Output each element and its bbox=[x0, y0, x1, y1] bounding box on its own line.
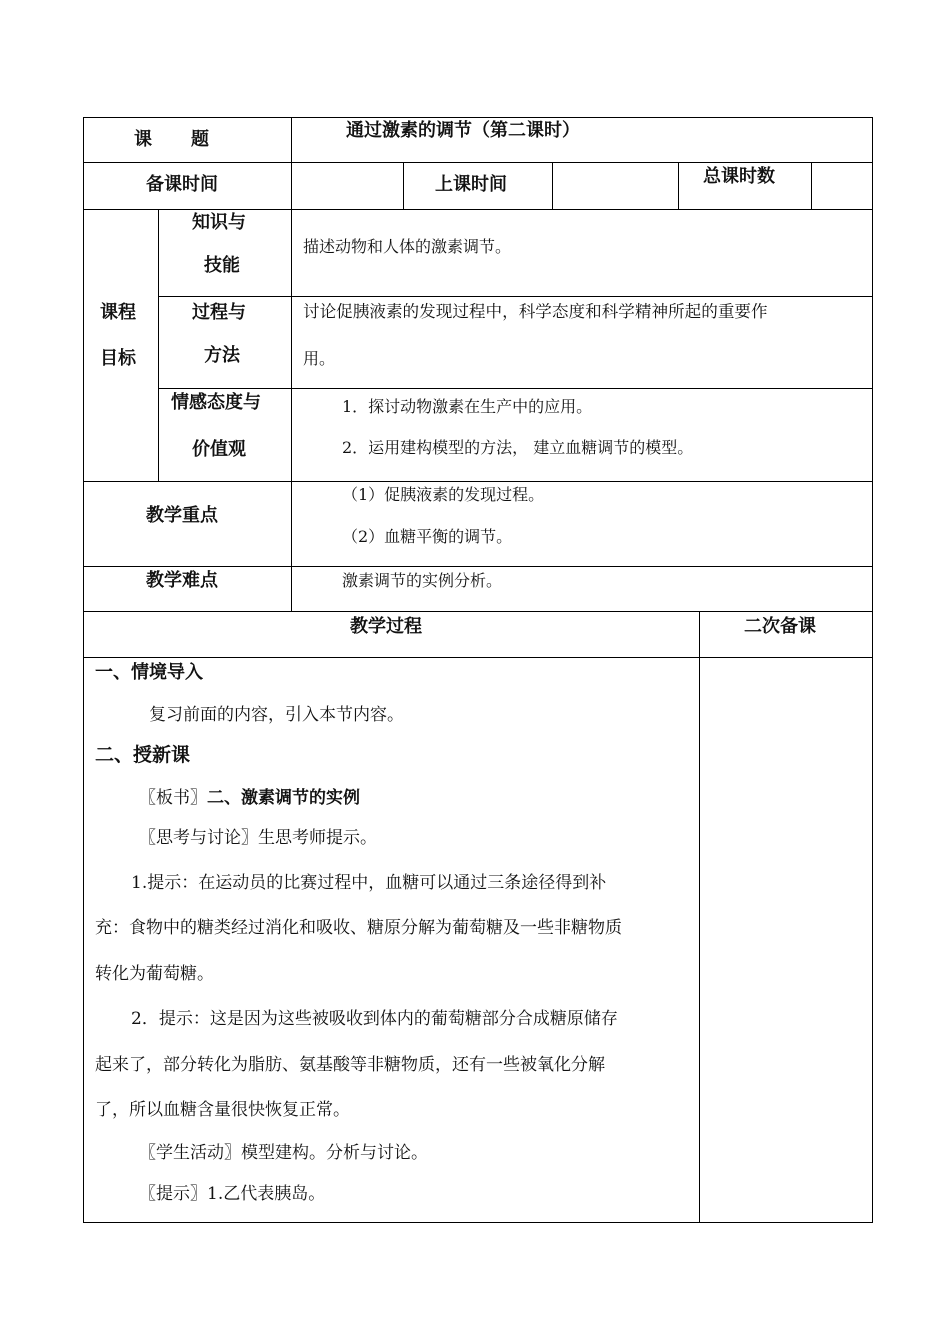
section-heading-new-lesson: 二、授新课 bbox=[95, 744, 191, 766]
prep-time-label: 备课时间 bbox=[146, 174, 218, 195]
row-divider bbox=[83, 162, 873, 163]
board-prefix: 〖板书〗 bbox=[139, 788, 207, 808]
row-divider bbox=[83, 209, 873, 210]
key-points-label: 教学重点 bbox=[146, 505, 218, 526]
attitude-content-line2: 2．运用建构模型的方法， 建立血糖调节的模型。 bbox=[342, 438, 694, 457]
student-activity-line: 〖学生活动〗模型建构。分析与讨论。 bbox=[139, 1143, 428, 1163]
objectives-label-line1: 课程 bbox=[100, 302, 136, 323]
row-divider bbox=[158, 296, 873, 297]
hint-line: 〖提示〗1.乙代表胰岛。 bbox=[139, 1184, 326, 1204]
knowledge-label-line2: 技能 bbox=[204, 255, 240, 276]
think-discuss-line: 〖思考与讨论〗生思考师提示。 bbox=[139, 828, 377, 848]
col-divider bbox=[291, 117, 292, 612]
key-point-1: （1）促胰液素的发现过程。 bbox=[342, 485, 545, 504]
table-border-top bbox=[83, 117, 873, 118]
table-border-bottom bbox=[83, 1222, 873, 1223]
table-border-left bbox=[83, 117, 84, 1223]
key-point-2: （2）血糖平衡的调节。 bbox=[342, 527, 513, 546]
col-divider bbox=[699, 611, 700, 1223]
section-heading-intro: 一、情境导入 bbox=[95, 662, 203, 683]
topic-value: 通过激素的调节（第二课时） bbox=[346, 120, 580, 141]
col-divider bbox=[552, 162, 553, 210]
knowledge-content: 描述动物和人体的激素调节。 bbox=[303, 237, 512, 256]
col-divider bbox=[158, 209, 159, 482]
row-divider bbox=[158, 388, 873, 389]
table-border-right bbox=[872, 117, 873, 1223]
attitude-label-line1: 情感态度与 bbox=[171, 392, 261, 413]
process-content-line1: 讨论促胰液素的发现过程中，科学态度和科学精神所起的重要作 bbox=[303, 302, 768, 321]
item1-line3: 转化为葡萄糖。 bbox=[95, 964, 214, 984]
row-divider bbox=[83, 657, 873, 658]
item1-line1: 1.提示：在运动员的比赛过程中，血糖可以通过三条途径得到补 bbox=[131, 873, 607, 893]
class-time-label: 上课时间 bbox=[435, 174, 507, 195]
item1-line2: 充：食物中的糖类经过消化和吸收、糖原分解为葡萄糖及一些非糖物质 bbox=[95, 918, 622, 938]
process-label-line2: 方法 bbox=[204, 345, 240, 366]
second-prep-label: 二次备课 bbox=[744, 616, 816, 637]
col-divider bbox=[678, 162, 679, 210]
col-divider bbox=[811, 162, 812, 210]
total-hours-label: 总课时数 bbox=[703, 166, 775, 187]
process-label-line1: 过程与 bbox=[192, 302, 246, 323]
item2-line3: 了，所以血糖含量很快恢复正常。 bbox=[95, 1100, 350, 1120]
item2-line2: 起来了，部分转化为脂肪、氨基酸等非糖物质，还有一些被氧化分解 bbox=[95, 1055, 605, 1075]
difficulties-content: 激素调节的实例分析。 bbox=[342, 571, 503, 590]
board-line bbox=[139, 790, 360, 807]
intro-text: 复习前面的内容，引入本节内容。 bbox=[149, 705, 404, 725]
board-title: 二、激素调节的实例 bbox=[207, 788, 360, 808]
item2-line1: 2．提示：这是因为这些被吸收到体内的葡萄糖部分合成糖原储存 bbox=[131, 1009, 618, 1029]
difficulties-label: 教学难点 bbox=[146, 570, 218, 591]
topic-label: 课 题 bbox=[134, 129, 210, 150]
col-divider bbox=[403, 162, 404, 210]
row-divider bbox=[83, 566, 873, 567]
attitude-content-line1: 1．探讨动物激素在生产中的应用。 bbox=[342, 397, 593, 416]
process-header-label: 教学过程 bbox=[350, 616, 422, 637]
row-divider bbox=[83, 611, 873, 612]
objectives-label-line2: 目标 bbox=[100, 348, 136, 369]
attitude-label-line2: 价值观 bbox=[192, 439, 246, 460]
process-content-line2: 用。 bbox=[303, 349, 336, 368]
knowledge-label-line1: 知识与 bbox=[192, 212, 246, 233]
row-divider bbox=[83, 481, 873, 482]
